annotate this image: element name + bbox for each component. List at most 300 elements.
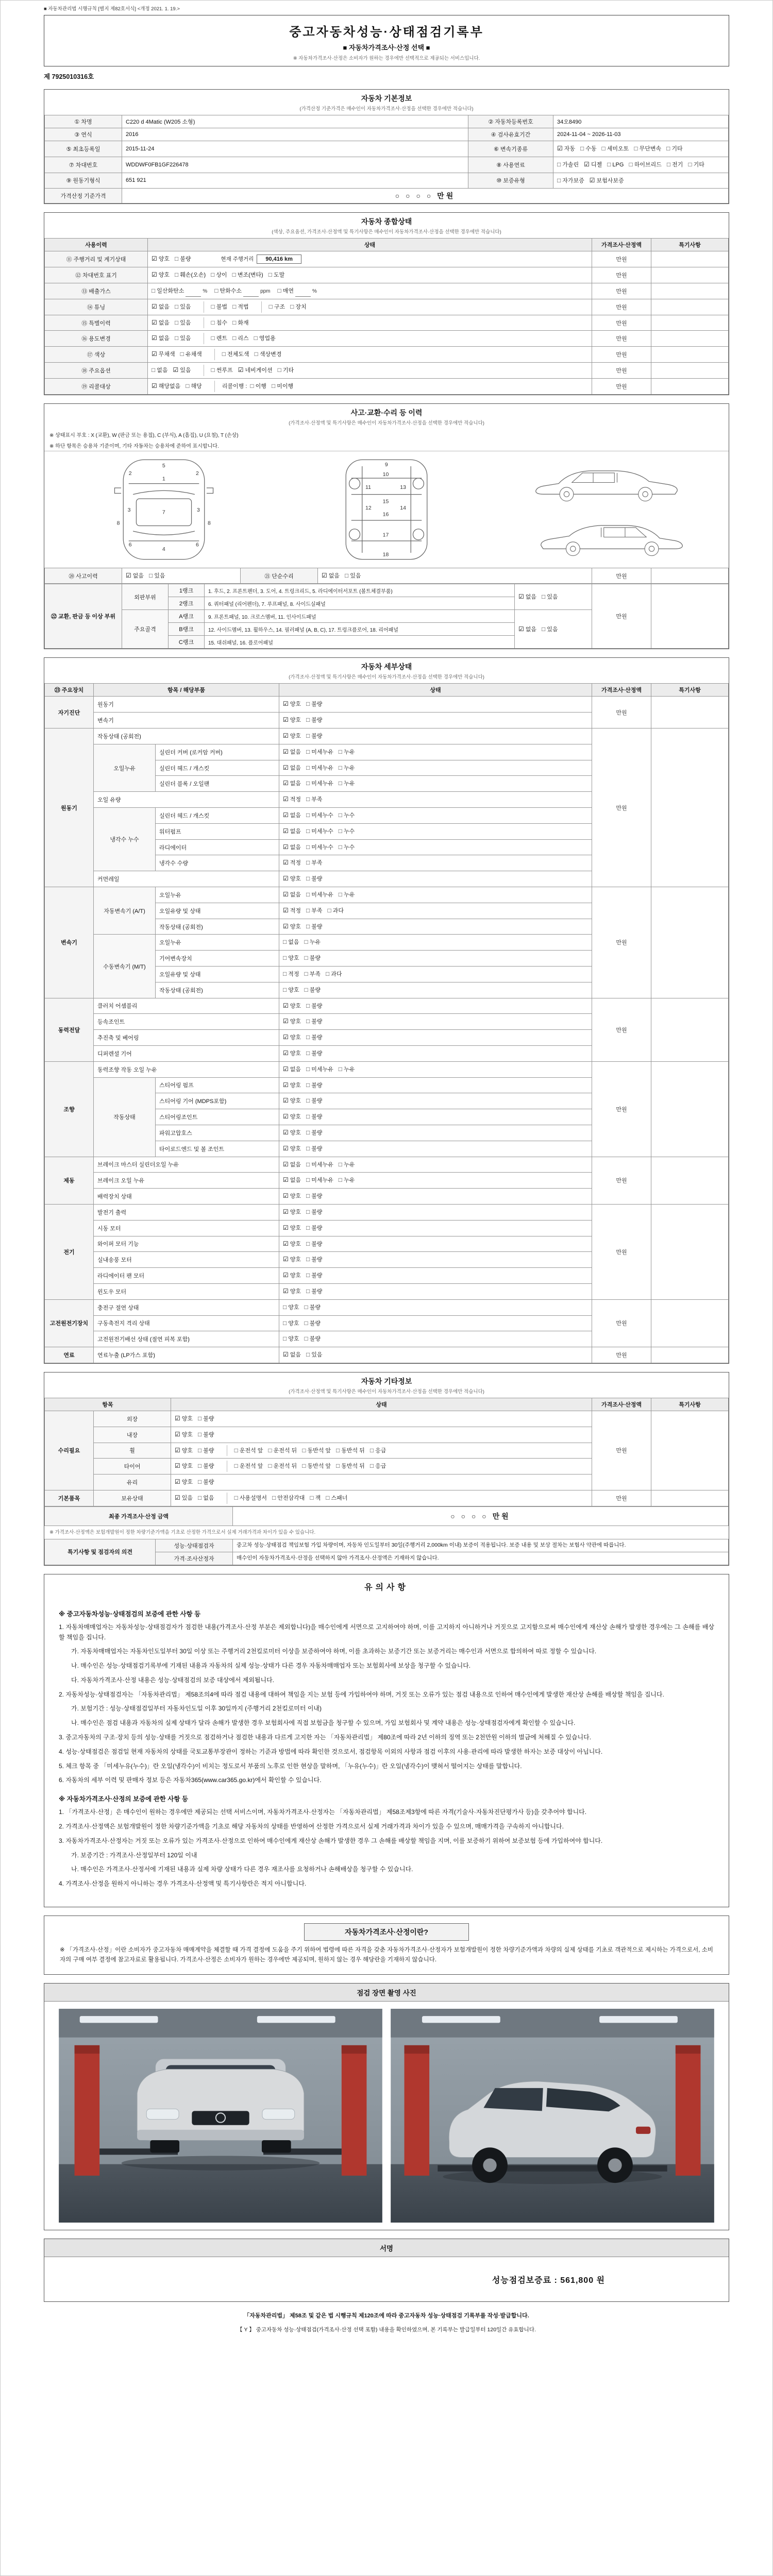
checkbox-option[interactable] xyxy=(283,1191,301,1202)
option-label: 렌트 xyxy=(216,335,228,342)
status-cell xyxy=(279,744,592,760)
checkbox-option[interactable] xyxy=(283,1064,301,1075)
option-label: 양호 xyxy=(288,1336,299,1343)
checkbox-option[interactable] xyxy=(283,826,301,837)
option-label: 누유 xyxy=(344,1066,355,1073)
checkbox-option[interactable] xyxy=(322,570,340,582)
option-label: 불량 xyxy=(311,1209,323,1215)
checkbox-option[interactable] xyxy=(283,1333,299,1345)
checkbox-option[interactable] xyxy=(149,570,165,582)
checkbox-option[interactable] xyxy=(590,175,624,187)
checkbox-option[interactable] xyxy=(306,1191,323,1202)
item-label: 구동축전지 격리 상태 xyxy=(94,1315,279,1331)
checkbox-option[interactable] xyxy=(667,159,683,171)
checkbox-option[interactable] xyxy=(306,810,333,821)
checked-box-icon: ☑ xyxy=(152,382,157,389)
unchecked-box-icon: □ xyxy=(306,1224,310,1231)
checkbox-option[interactable] xyxy=(602,143,629,155)
checkbox-option[interactable] xyxy=(214,285,272,297)
status-cell xyxy=(279,855,592,871)
option-group xyxy=(152,317,198,329)
remark-cell xyxy=(651,568,729,584)
checkbox-option[interactable] xyxy=(339,842,355,853)
unchecked-box-icon: □ xyxy=(211,366,215,374)
option-label: 양호 xyxy=(290,1145,301,1152)
option-label: 누수 xyxy=(344,844,355,851)
notice-item: 나. 매수인은 점검 내용과 자동차의 실제 상태가 달라 손해가 발생한 경우 보험회사에 직접 보험금을 청구할 수 있으며, 가입 보험회사 및 계약 내용은 성능·상태점검자에게 확인할 수 있습니다. xyxy=(71,1719,576,1727)
unchecked-box-icon: □ xyxy=(326,970,330,977)
checkbox-option[interactable] xyxy=(152,349,175,360)
checkbox-option[interactable] xyxy=(283,1111,301,1123)
checkbox-option[interactable] xyxy=(250,381,266,392)
checkbox-option[interactable] xyxy=(283,969,299,980)
final-price-amount: ○ ○ ○ ○ xyxy=(450,1512,489,1520)
checkbox-option[interactable] xyxy=(339,810,355,821)
section-signature xyxy=(44,2239,729,2302)
checkbox-option[interactable] xyxy=(175,253,191,265)
checked-box-icon: ☑ xyxy=(283,1208,289,1215)
rank-name: 2랭크 xyxy=(169,597,205,610)
option-label: 미세누유 xyxy=(311,892,333,899)
checkbox-option[interactable] xyxy=(370,1461,386,1472)
checkbox-option[interactable] xyxy=(688,159,704,171)
unchecked-box-icon: □ xyxy=(629,160,633,168)
checkbox-option[interactable] xyxy=(272,1493,305,1504)
checkbox-option[interactable] xyxy=(186,381,202,392)
checkbox-option[interactable] xyxy=(283,1032,301,1043)
checkbox-option[interactable] xyxy=(326,1493,347,1504)
checkbox-option[interactable] xyxy=(306,1048,323,1059)
checkbox-option[interactable] xyxy=(283,810,301,821)
checkbox-option[interactable] xyxy=(306,1223,323,1234)
unchecked-box-icon: □ xyxy=(268,271,272,279)
checkbox-option[interactable] xyxy=(345,570,361,582)
checkbox-option[interactable] xyxy=(306,778,333,789)
option-group xyxy=(175,1429,222,1440)
unchecked-box-icon: □ xyxy=(306,1113,310,1121)
checkbox-option[interactable] xyxy=(283,937,299,948)
option-group xyxy=(283,826,362,837)
checkbox-option[interactable] xyxy=(306,905,323,917)
checkbox-option[interactable] xyxy=(283,842,301,853)
option-label: 있음 xyxy=(154,572,165,579)
unchecked-box-icon: □ xyxy=(345,571,349,579)
unchecked-box-icon: □ xyxy=(234,1446,238,1454)
checkbox-option[interactable] xyxy=(152,365,168,376)
checkbox-option[interactable] xyxy=(518,591,536,603)
checkbox-option[interactable] xyxy=(283,1080,301,1091)
option-group xyxy=(283,794,330,805)
checkbox-option[interactable] xyxy=(518,624,536,635)
option-label: 불량 xyxy=(311,1003,323,1009)
checkbox-option[interactable] xyxy=(175,317,191,329)
checkbox-option[interactable] xyxy=(629,159,661,171)
checkbox-option[interactable] xyxy=(283,953,299,964)
checkbox-option[interactable] xyxy=(254,333,276,344)
checkbox-option[interactable] xyxy=(557,159,579,171)
checkbox-option[interactable] xyxy=(126,570,144,582)
checkbox-option[interactable] xyxy=(211,269,227,281)
checkbox-option[interactable] xyxy=(283,889,301,901)
status-cell xyxy=(279,998,592,1014)
checkbox-option[interactable] xyxy=(339,762,355,774)
checkbox-option[interactable] xyxy=(305,1302,321,1313)
svg-text:11: 11 xyxy=(365,484,371,490)
unchecked-box-icon: □ xyxy=(272,1494,276,1501)
checkbox-option[interactable] xyxy=(306,842,333,853)
checkbox-option[interactable] xyxy=(557,175,584,187)
checkbox-option[interactable] xyxy=(283,778,301,789)
rank-row xyxy=(45,584,729,597)
item-label: 스티어링 기어 (MDPS포함) xyxy=(156,1093,279,1109)
checkbox-option[interactable] xyxy=(328,905,344,917)
final-price-value xyxy=(233,1506,729,1526)
status-cell xyxy=(148,315,592,331)
item-label: 와이퍼 모터 기능 xyxy=(94,1236,279,1252)
checkbox-option[interactable] xyxy=(152,269,170,281)
checkbox-option[interactable] xyxy=(232,317,249,329)
checkbox-option[interactable] xyxy=(198,1429,214,1440)
checkbox-option[interactable] xyxy=(211,365,233,376)
checkbox-option[interactable] xyxy=(634,143,661,155)
remark-cell xyxy=(651,315,729,331)
checked-box-icon: ☑ xyxy=(283,1256,289,1263)
checkbox-option[interactable] xyxy=(306,1254,323,1265)
checkbox-option[interactable] xyxy=(305,985,321,996)
checkbox-option[interactable] xyxy=(222,349,249,360)
checkbox-option[interactable] xyxy=(272,381,293,392)
checkbox-option[interactable] xyxy=(268,1461,297,1472)
checkbox-option[interactable] xyxy=(211,317,228,329)
option-label: 없음 xyxy=(132,572,144,579)
checkbox-option[interactable] xyxy=(283,1349,301,1361)
checkbox-option[interactable] xyxy=(306,1127,323,1139)
checkbox-option[interactable] xyxy=(283,731,301,742)
option-label: 색상변경 xyxy=(259,351,282,358)
checkbox-option[interactable] xyxy=(283,1223,301,1234)
checkbox-option[interactable] xyxy=(306,873,323,885)
option-label: 없음 xyxy=(158,303,170,310)
price-cell: 만원 xyxy=(592,1347,651,1363)
price-cell: 만원 xyxy=(592,299,651,315)
status-cell xyxy=(171,1475,592,1490)
checked-box-icon: ☑ xyxy=(283,1351,289,1359)
checkbox-option[interactable] xyxy=(152,253,170,265)
checkbox-option[interactable] xyxy=(283,794,301,805)
checkbox-option[interactable] xyxy=(306,1032,323,1043)
checkbox-option[interactable] xyxy=(305,1333,321,1345)
checkbox-option[interactable] xyxy=(234,1461,263,1472)
option-label: 구조 xyxy=(274,303,285,310)
checkbox-option[interactable] xyxy=(283,1143,301,1155)
checkbox-option[interactable] xyxy=(232,301,249,313)
checkbox-option[interactable] xyxy=(306,889,333,901)
detail-row xyxy=(45,1061,729,1077)
price-cell: 만원 xyxy=(592,584,651,649)
unchecked-box-icon: □ xyxy=(254,334,258,342)
status-cell xyxy=(148,283,592,299)
basic-row-vin xyxy=(45,157,729,173)
checkbox-option[interactable] xyxy=(306,1095,323,1107)
checkbox-option[interactable] xyxy=(198,1461,214,1472)
checkbox-option[interactable] xyxy=(302,1461,331,1472)
checkbox-option[interactable] xyxy=(283,1048,301,1059)
checkbox-option[interactable] xyxy=(283,1318,299,1329)
checkbox-option[interactable] xyxy=(283,1254,301,1265)
checkbox-option[interactable] xyxy=(584,159,602,171)
checkbox-option[interactable] xyxy=(306,699,323,710)
checkbox-option[interactable] xyxy=(232,269,263,281)
option-label: 없음 xyxy=(290,1352,301,1359)
option-group xyxy=(283,1286,330,1297)
unchecked-box-icon: □ xyxy=(306,779,310,787)
checkbox-option[interactable] xyxy=(269,301,285,313)
checked-box-icon: ☑ xyxy=(175,1494,180,1501)
checkbox-option[interactable] xyxy=(339,826,355,837)
checkbox-option[interactable] xyxy=(283,1127,301,1139)
option-label: 양호 xyxy=(288,1320,299,1327)
checkbox-option[interactable] xyxy=(283,1302,299,1313)
row-label: ⑭ 튜닝 xyxy=(45,299,148,315)
unchecked-box-icon: □ xyxy=(601,145,606,152)
transmission-options xyxy=(553,141,729,157)
checkbox-option[interactable] xyxy=(232,333,249,344)
checkbox-option[interactable] xyxy=(198,1493,214,1504)
checkbox-option[interactable] xyxy=(180,349,202,360)
option-group xyxy=(283,857,330,869)
option-group xyxy=(227,1445,394,1456)
status-cell xyxy=(279,839,592,855)
unchecked-box-icon: □ xyxy=(326,1494,330,1501)
checked-box-icon: ☑ xyxy=(283,811,289,819)
checkbox-option[interactable] xyxy=(302,1445,331,1456)
checkbox-option[interactable] xyxy=(175,1461,193,1472)
checkbox-option[interactable] xyxy=(283,873,301,885)
unchecked-box-icon: □ xyxy=(306,716,310,724)
checkbox-option[interactable] xyxy=(306,1016,323,1027)
checkbox-option[interactable] xyxy=(339,747,355,758)
checkbox-option[interactable] xyxy=(306,1001,323,1012)
checkbox-option[interactable] xyxy=(339,1159,355,1171)
checkbox-option[interactable] xyxy=(234,1493,267,1504)
checkbox-option[interactable] xyxy=(580,143,597,155)
checkbox-option[interactable] xyxy=(278,365,294,376)
checkbox-option[interactable] xyxy=(283,715,301,726)
checkbox-option[interactable] xyxy=(306,1080,323,1091)
checkbox-option[interactable] xyxy=(306,747,333,758)
checkbox-option[interactable] xyxy=(339,1064,355,1075)
checkbox-option[interactable] xyxy=(175,1413,193,1425)
checkbox-option[interactable] xyxy=(306,762,333,774)
unchecked-box-icon: □ xyxy=(327,906,331,914)
option-group xyxy=(175,1493,222,1504)
checkbox-option[interactable] xyxy=(290,301,307,313)
option-label: 양호 xyxy=(290,1257,301,1263)
checkbox-option[interactable] xyxy=(306,857,323,869)
option-group xyxy=(283,1302,328,1313)
checkbox-option[interactable] xyxy=(305,1318,321,1329)
option-group xyxy=(152,301,198,313)
checkbox-option[interactable] xyxy=(306,1111,323,1123)
checkbox-option[interactable] xyxy=(283,1001,301,1012)
checkbox-option[interactable] xyxy=(306,1159,333,1171)
checkbox-option[interactable] xyxy=(198,1445,214,1456)
checkbox-option[interactable] xyxy=(607,159,624,171)
item-label: 라디에이터 xyxy=(156,839,279,855)
overall-row xyxy=(45,315,729,331)
price-header: 가격조사·산정액 xyxy=(592,239,651,251)
checkbox-option[interactable] xyxy=(211,301,228,313)
checkbox-option[interactable] xyxy=(198,1413,214,1425)
checkbox-option[interactable] xyxy=(306,1286,323,1297)
option-label: 과다 xyxy=(332,907,344,914)
item-label: 파워고압호스 xyxy=(156,1125,279,1141)
checkbox-option[interactable] xyxy=(152,333,170,344)
checkbox-option[interactable] xyxy=(283,1159,301,1171)
checkbox-option[interactable] xyxy=(306,731,323,742)
section-note-detail: (가격조사·산정액 및 특기사항은 매수인이 자동차가격조사·산정을 선택한 경우에만 적습니다) xyxy=(289,674,484,681)
option-label: 양호 xyxy=(290,1035,301,1041)
checkbox-option[interactable] xyxy=(175,301,191,313)
checkbox-option[interactable] xyxy=(305,953,321,964)
checkbox-option[interactable] xyxy=(175,333,191,344)
checkbox-option[interactable] xyxy=(255,349,282,360)
status-cell xyxy=(279,1109,592,1125)
checkbox-option[interactable] xyxy=(305,937,321,948)
option-label: 이행 xyxy=(255,383,266,389)
checkbox-option[interactable] xyxy=(175,1429,193,1440)
checkbox-option[interactable] xyxy=(306,1270,323,1281)
checkbox-option[interactable] xyxy=(283,905,301,917)
checkbox-option[interactable] xyxy=(268,1445,297,1456)
checkbox-option[interactable] xyxy=(283,762,301,774)
option-label: 네비게이션 xyxy=(245,367,273,374)
checked-box-icon: ☑ xyxy=(283,1176,289,1184)
item-label: 시동 모터 xyxy=(94,1220,279,1236)
notice-item: 4. 성능·상태점검은 점검일 현재 자동차의 상태를 국토교통부장관이 정하는 기준과 방법에 따라 확인한 것으로서, 점검항목 이외의 사항과 점검 이후의 사용·관리에 따라 발생한 하자는 보증 대상이 아닙니다. xyxy=(59,1748,603,1755)
checkbox-option[interactable] xyxy=(306,1143,323,1155)
car-name-label: ① 차명 xyxy=(45,115,122,128)
checkbox-option[interactable] xyxy=(283,1016,301,1027)
checkbox-option[interactable] xyxy=(238,365,273,376)
checkbox-option[interactable] xyxy=(283,1239,301,1250)
checkbox-option[interactable] xyxy=(152,317,170,329)
checkbox-option[interactable] xyxy=(268,269,285,281)
checkbox-option[interactable] xyxy=(175,1493,193,1504)
device-group-label: 제동 xyxy=(45,1157,94,1204)
checked-box-icon: ☑ xyxy=(152,302,157,310)
checkbox-option[interactable] xyxy=(175,269,206,281)
row-label: ⑲ 리콜대상 xyxy=(45,378,148,394)
checkbox-option[interactable] xyxy=(557,143,575,155)
checkbox-option[interactable] xyxy=(542,624,558,635)
checkbox-option[interactable] xyxy=(198,1477,214,1488)
checkbox-option[interactable] xyxy=(306,921,323,933)
option-label: 해당 xyxy=(191,383,202,389)
checked-box-icon: ☑ xyxy=(283,716,289,724)
checkbox-option[interactable] xyxy=(283,857,301,869)
checkbox-option[interactable] xyxy=(305,969,321,980)
checkbox-option[interactable] xyxy=(326,969,342,980)
checked-box-icon: ☑ xyxy=(175,1478,180,1486)
checkbox-option[interactable] xyxy=(283,1175,301,1186)
unchecked-box-icon: □ xyxy=(306,811,310,819)
checked-box-icon: ☑ xyxy=(283,1097,289,1105)
base-price-label: 가격산정 기준가격 xyxy=(45,189,122,204)
checkbox-option[interactable] xyxy=(175,1477,193,1488)
option-label: 탄화수소 xyxy=(220,287,242,294)
status-cell xyxy=(279,713,592,728)
notice-title: 유의사항 xyxy=(364,1583,409,1592)
overall-header-row xyxy=(45,239,729,251)
checkbox-option[interactable] xyxy=(336,1445,365,1456)
checkbox-option[interactable] xyxy=(306,826,333,837)
status-cell xyxy=(279,1236,592,1252)
unchecked-box-icon: □ xyxy=(277,286,281,294)
checkbox-option[interactable] xyxy=(283,1207,301,1218)
item-label: 타이어 xyxy=(94,1459,171,1475)
checkbox-option[interactable] xyxy=(339,778,355,789)
checkbox-option[interactable] xyxy=(306,794,323,805)
checkbox-option[interactable] xyxy=(175,1445,193,1456)
svg-text:13: 13 xyxy=(400,484,406,490)
checkbox-option[interactable] xyxy=(234,1445,263,1456)
checkbox-option[interactable] xyxy=(283,1286,301,1297)
checkbox-option[interactable] xyxy=(283,747,301,758)
unchecked-box-icon: □ xyxy=(580,145,584,152)
checkbox-option[interactable] xyxy=(306,1175,333,1186)
checkbox-option[interactable] xyxy=(152,301,170,313)
checkbox-option[interactable] xyxy=(152,381,180,392)
checkbox-option[interactable] xyxy=(278,285,319,297)
checkbox-option[interactable] xyxy=(542,591,558,603)
price-cell: 만원 xyxy=(592,267,651,283)
unchecked-box-icon: □ xyxy=(306,764,310,771)
checkbox-option[interactable] xyxy=(283,1270,301,1281)
checkbox-option[interactable] xyxy=(152,285,209,297)
status-cell xyxy=(279,776,592,792)
checkbox-option[interactable] xyxy=(339,889,355,901)
checkbox-option[interactable] xyxy=(283,699,301,710)
device-group-label: 연료 xyxy=(45,1347,94,1363)
notice-item: 다. 자동차가격조사·산정 내용은 성능·상태점검의 보증 대상에서 제외됩니다. xyxy=(71,1676,275,1684)
checkbox-option[interactable] xyxy=(283,921,301,933)
checkbox-option[interactable] xyxy=(306,715,323,726)
option-label: 자가보증 xyxy=(562,177,584,184)
checkbox-option[interactable] xyxy=(283,985,299,996)
checkbox-option[interactable] xyxy=(306,1064,333,1075)
checkbox-option[interactable] xyxy=(370,1445,386,1456)
checkbox-option[interactable] xyxy=(283,1095,301,1107)
checkbox-option[interactable] xyxy=(306,1349,323,1361)
checkbox-option[interactable] xyxy=(666,143,683,155)
option-label: 미세누유 xyxy=(311,1177,333,1184)
checkbox-option[interactable] xyxy=(211,333,228,344)
unchecked-box-icon: □ xyxy=(306,1351,310,1359)
checkbox-option[interactable] xyxy=(306,1239,323,1250)
price-cell: 만원 xyxy=(592,315,651,331)
unit-label: % xyxy=(312,288,317,294)
checkbox-option[interactable] xyxy=(306,1207,323,1218)
checkbox-option[interactable] xyxy=(339,1175,355,1186)
checkbox-option[interactable] xyxy=(336,1461,365,1472)
basic-row-first-reg xyxy=(45,141,729,157)
svg-text:2: 2 xyxy=(195,470,199,477)
option-group xyxy=(283,1223,330,1234)
checkbox-option[interactable] xyxy=(173,365,191,376)
item-label: 오일 유량 xyxy=(94,792,279,808)
checkbox-option[interactable] xyxy=(310,1493,321,1504)
